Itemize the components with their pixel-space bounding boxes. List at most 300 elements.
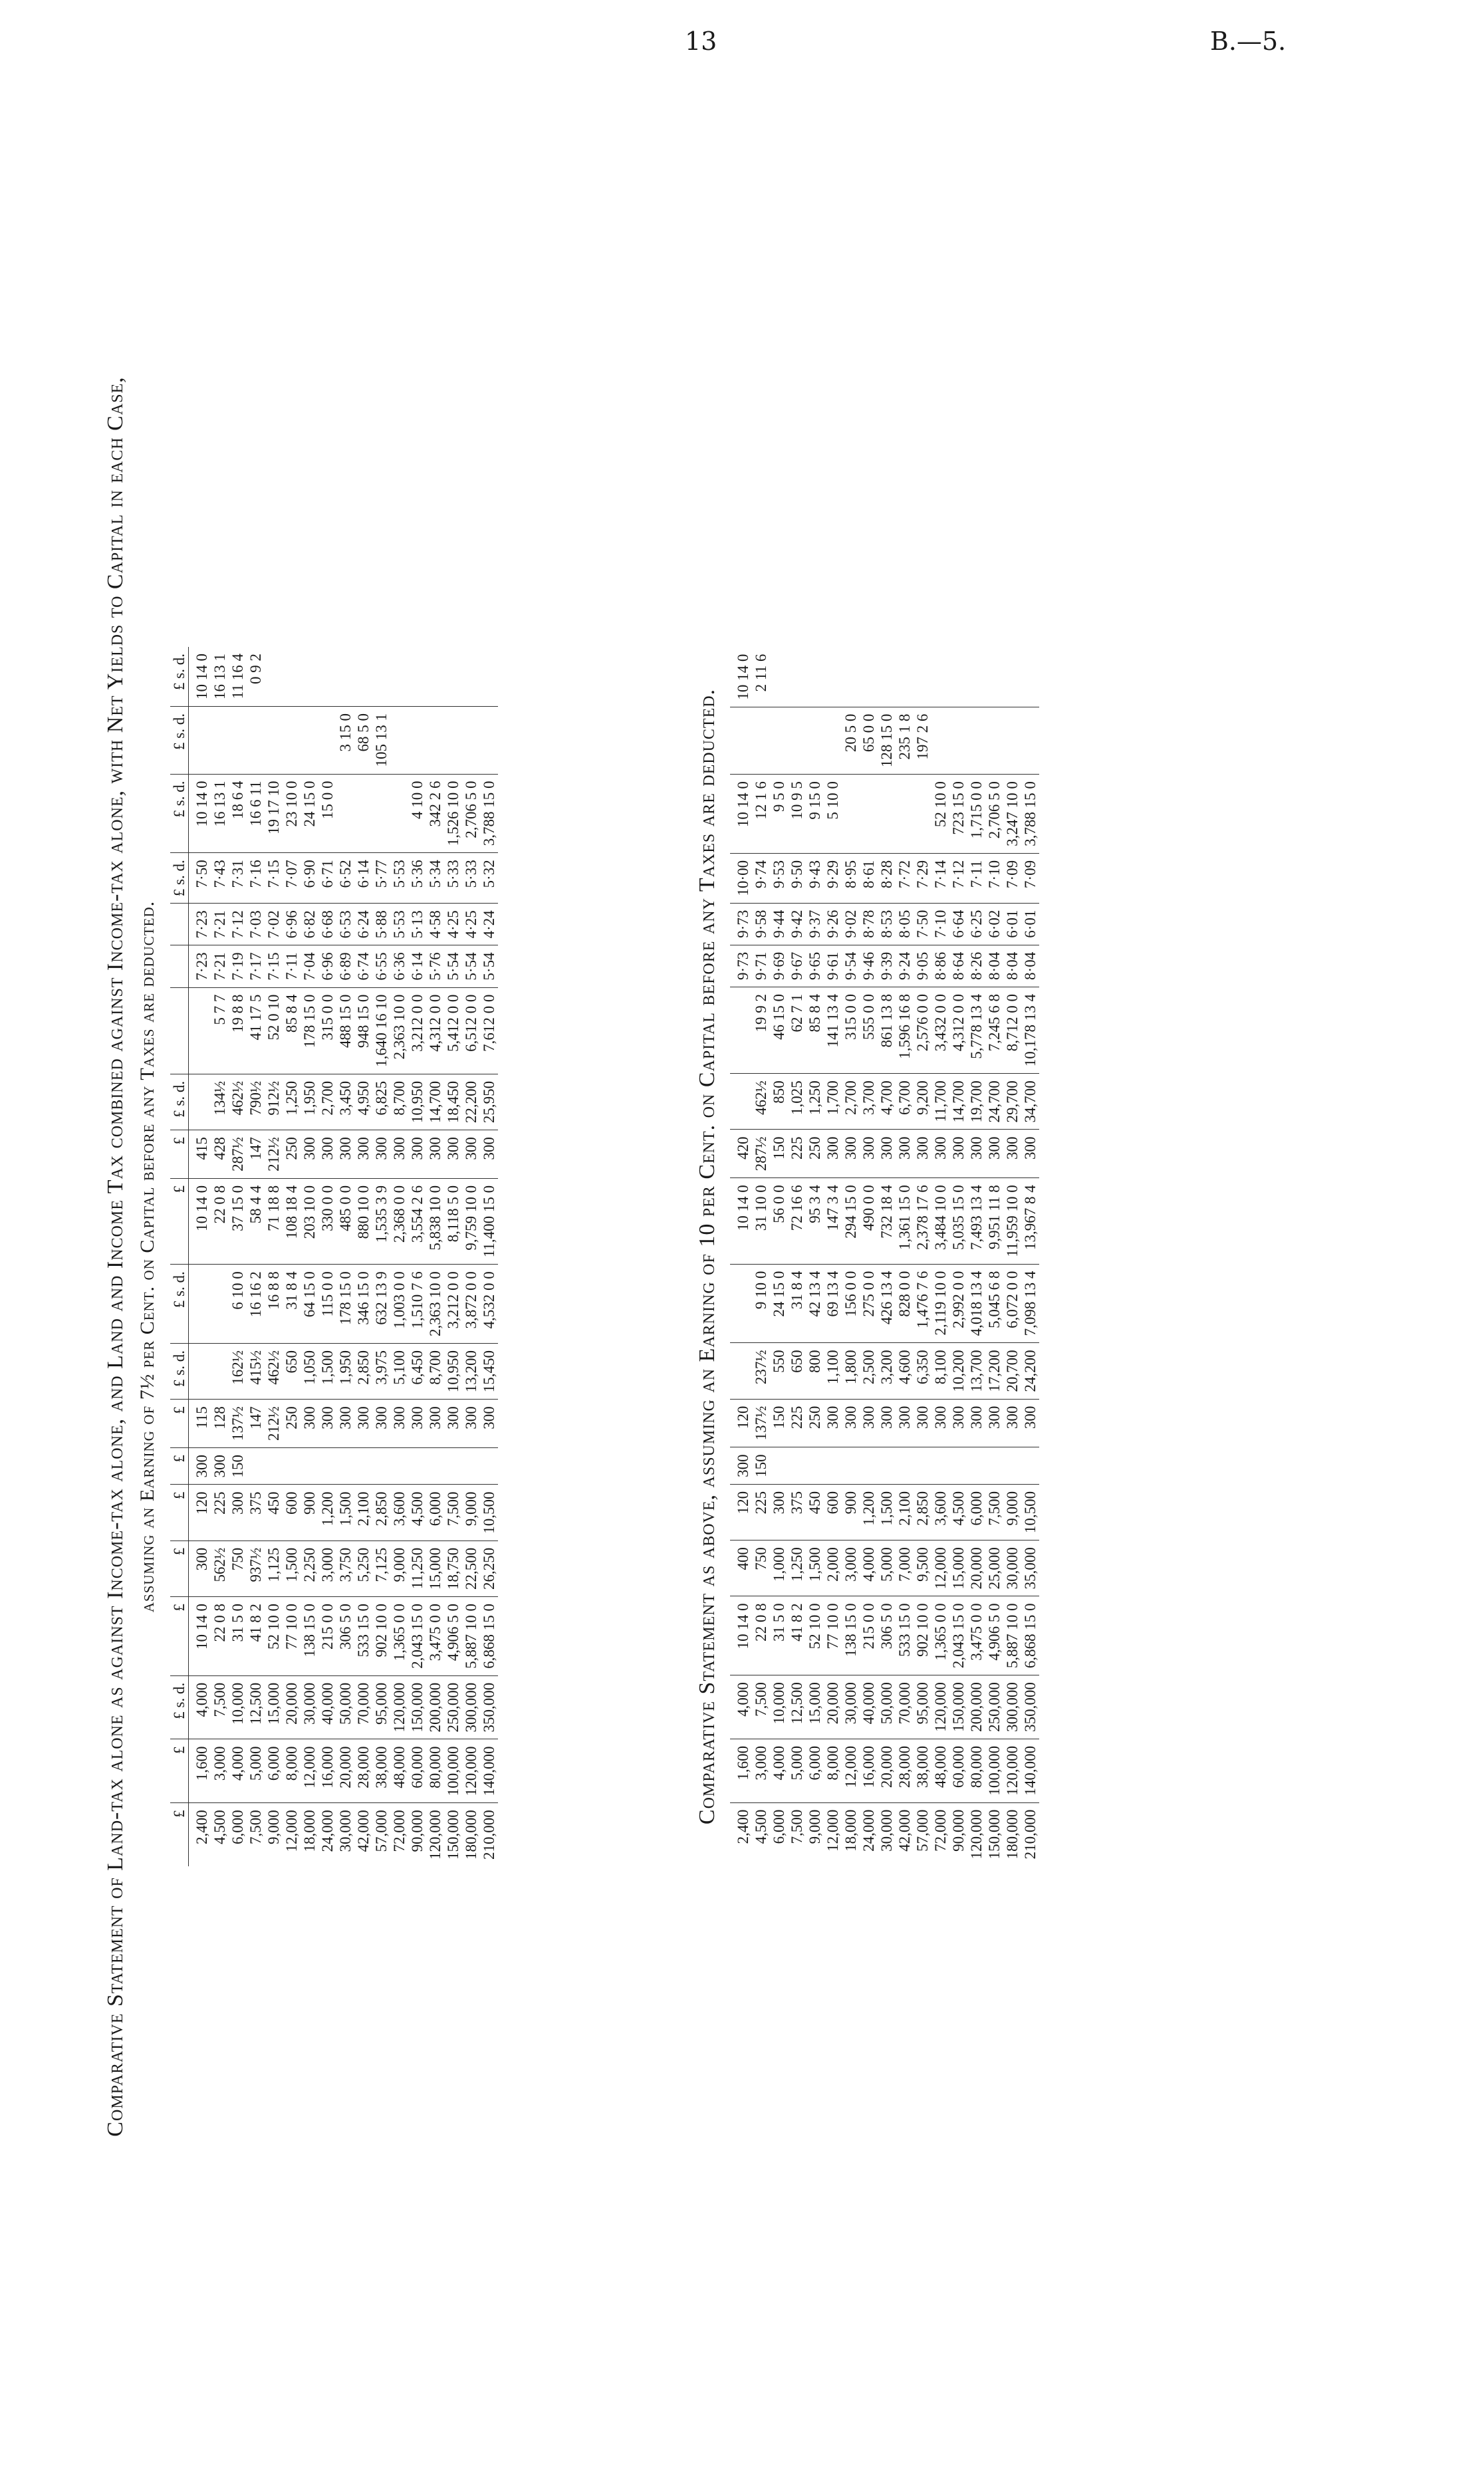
table-cell: 2,368 0 0 — [390, 1178, 408, 1264]
table-cell: 11,250 — [408, 1541, 426, 1596]
table-cell: 30,000 — [301, 1675, 318, 1739]
unit-header-cell: £ — [170, 1130, 189, 1179]
table-cell: 723 15 0 — [949, 775, 967, 854]
table-cell: 7·50 — [914, 903, 931, 945]
table-cell: 48,000 — [390, 1739, 408, 1803]
table-cell: 880 10 0 — [354, 1178, 372, 1264]
table-cell: 18,750 — [444, 1541, 462, 1596]
table-cell: 10 14 0 — [189, 647, 211, 707]
table-cell: 300 — [967, 1399, 985, 1447]
table-cell: 3,872 0 0 — [462, 1265, 480, 1344]
table-cell: 62 7 1 — [788, 987, 806, 1073]
table-cell: 4,000 — [860, 1541, 878, 1596]
table-cell: 7,098 13 4 — [1021, 1264, 1039, 1343]
table-cell: 1,950 — [336, 1343, 354, 1399]
table-cell: 150 — [770, 1130, 788, 1178]
table-cell: 147 — [247, 1130, 265, 1179]
table-cell: 138 15 0 — [842, 1596, 860, 1675]
table-cell: 1,050 — [301, 1343, 318, 1399]
table-cell: 8·04 — [1021, 945, 1039, 987]
table-cell: 10 14 0 — [730, 1596, 752, 1675]
table-cell: 140,000 — [1021, 1739, 1039, 1802]
table-cell — [860, 775, 878, 854]
table-cell: 9·02 — [842, 903, 860, 945]
table-cell: 900 — [842, 1484, 860, 1540]
table-cell: 8·04 — [1003, 945, 1021, 987]
table-cell: 3,000 — [318, 1541, 336, 1596]
table-cell: 7·16 — [247, 853, 265, 904]
statement-table-7-5-percent — [170, 647, 498, 1866]
table-cell: 1,500 — [283, 1541, 301, 1596]
table-cell: 1,950 — [301, 1074, 318, 1130]
table-cell: 5 10 0 — [824, 775, 842, 854]
table-cell: 128 — [211, 1400, 229, 1448]
table-cell: 7·43 — [211, 853, 229, 904]
table-cell: 1,365 0 0 — [390, 1596, 408, 1675]
table-cell: 6·96 — [318, 945, 336, 987]
table-cell: 300 — [189, 1447, 211, 1485]
table-cell: 5·36 — [408, 853, 426, 904]
table-cell — [354, 774, 372, 853]
table-cell: 7,500 — [444, 1485, 462, 1541]
table-cell — [985, 707, 1003, 775]
table-cell: 23 10 0 — [283, 774, 301, 853]
table-cell: 13,700 — [967, 1343, 985, 1399]
table-cell: 250,000 — [444, 1675, 462, 1739]
table-cell: 1,200 — [860, 1484, 878, 1540]
table-cell: 1,250 — [788, 1541, 806, 1596]
table-cell: 7,500 — [247, 1810, 264, 1844]
table-cell: 9·73 — [730, 945, 752, 987]
table-row — [265, 647, 283, 1866]
table-cell: 6·96 — [283, 904, 301, 945]
table-cell: 69 13 4 — [824, 1264, 842, 1343]
table-cell: 3,450 — [336, 1074, 354, 1130]
table-cell: 600 — [824, 1484, 842, 1540]
table-cell: 450 — [806, 1484, 824, 1540]
table-cell: 4,500 — [753, 1809, 769, 1844]
table-cell: 50,000 — [878, 1675, 896, 1739]
table-cell: 18 6 4 — [229, 774, 247, 853]
table-cell: 250 — [283, 1130, 301, 1179]
table-cell: 900 — [301, 1485, 318, 1541]
table-cell: 1,500 — [878, 1484, 896, 1540]
table-cell: 287½ — [752, 1130, 770, 1178]
table-row — [318, 647, 336, 1866]
table-cell: 7·10 — [931, 903, 949, 945]
table-cell: 24 15 0 — [301, 774, 318, 853]
table-cell: 5,250 — [354, 1541, 372, 1596]
table-cell: 20,000 — [824, 1675, 842, 1739]
table-cell: 2,100 — [354, 1485, 372, 1541]
table-cell: 9·42 — [788, 903, 806, 945]
table-cell: 3,000 — [752, 1739, 770, 1802]
table-cell: 6·24 — [354, 904, 372, 945]
table-row — [914, 648, 931, 1866]
table-cell: 4,906 5 0 — [444, 1596, 462, 1675]
table-cell: 6·68 — [318, 904, 336, 945]
table-cell: 85 8 4 — [283, 987, 301, 1074]
table-cell: 8·04 — [985, 945, 1003, 987]
table-cell: 16,000 — [318, 1739, 336, 1803]
table-cell: 300 — [480, 1130, 498, 1179]
table-cell: 2,119 10 0 — [931, 1264, 949, 1343]
table-cell: 12 1 6 — [752, 775, 770, 854]
table-cell: 300 — [336, 1130, 354, 1179]
table-cell — [189, 1074, 211, 1130]
table-cell: 5,100 — [390, 1343, 408, 1399]
table-cell: 225 — [788, 1399, 806, 1447]
table-cell: 5,887 10 0 — [462, 1596, 480, 1675]
table-cell: 9,200 — [914, 1074, 931, 1130]
table-cell: 57,000 — [914, 1809, 931, 1852]
table-cell: 9·73 — [730, 903, 752, 945]
table-cell: 4,500 — [949, 1484, 967, 1540]
table-cell — [806, 707, 824, 775]
table-cell: 10 14 0 — [730, 1178, 752, 1264]
table-cell: 462½ — [752, 1074, 770, 1130]
table-cell: 300 — [824, 1130, 842, 1178]
table-cell: 120,000 — [1003, 1739, 1021, 1802]
table-cell: 9,951 11 8 — [985, 1178, 1003, 1264]
table-cell: 9 10 0 — [752, 1264, 770, 1343]
table-cell — [985, 1447, 1003, 1485]
table-cell: 4,950 — [354, 1074, 372, 1130]
table-row — [247, 647, 265, 1866]
table-cell: 9·24 — [896, 945, 914, 987]
table-cell: 9 5 0 — [770, 775, 788, 854]
table-cell: 342 2 6 — [426, 774, 444, 853]
table-cell: 1,600 — [730, 1739, 752, 1802]
table-cell: 7,125 — [372, 1541, 390, 1596]
table-cell: 1,200 — [318, 1485, 336, 1541]
table-cell: 20,000 — [878, 1739, 896, 1802]
table-cell: 24,200 — [1021, 1343, 1039, 1399]
table-cell: 6·90 — [301, 853, 318, 904]
table-cell: 300 — [444, 1130, 462, 1179]
table-cell: 3,554 2 6 — [408, 1178, 426, 1264]
table-cell: 134½ — [211, 1074, 229, 1130]
table-cell: 120,000 — [931, 1675, 949, 1739]
table-cell: 750 — [229, 1541, 247, 1596]
table-cell: 210,000 — [1022, 1809, 1039, 1860]
table-cell: 6·64 — [949, 903, 967, 945]
table-row — [444, 647, 462, 1866]
table-cell: 1,500 — [318, 1343, 336, 1399]
table-cell: 60,000 — [408, 1739, 426, 1803]
table-cell: 14,700 — [949, 1074, 967, 1130]
table-cell — [931, 1447, 949, 1485]
table-cell: 20 5 0 — [842, 707, 860, 775]
table-cell: 4,018 13 4 — [967, 1264, 985, 1343]
table-cell: 7·09 — [1003, 853, 1021, 903]
table-cell: 7,000 — [896, 1541, 914, 1596]
table-cell: 1,125 — [265, 1541, 283, 1596]
table-cell — [372, 1447, 390, 1485]
table-cell: 8,712 0 0 — [1003, 987, 1021, 1073]
table-cell: 9·39 — [878, 945, 896, 987]
table-cell: 90,000 — [409, 1810, 426, 1852]
table-cell: 287½ — [229, 1130, 247, 1179]
table-cell: 6·52 — [336, 853, 354, 904]
table-cell — [1003, 707, 1021, 775]
table-cell — [788, 1447, 806, 1485]
table-row — [967, 648, 985, 1866]
table-cell: 8,100 — [931, 1343, 949, 1399]
table-cell: 5·34 — [426, 853, 444, 904]
table-cell: 46 15 0 — [770, 987, 788, 1073]
table-cell: 37 15 0 — [229, 1178, 247, 1264]
table-cell: 200,000 — [967, 1675, 985, 1739]
table-cell — [896, 648, 914, 707]
table-cell — [211, 1343, 229, 1399]
table-cell — [480, 1447, 498, 1485]
table-cell: 9,000 — [462, 1485, 480, 1541]
table-cell — [211, 707, 229, 775]
table-cell: 2,363 10 0 — [426, 1265, 444, 1344]
table-cell — [390, 1447, 408, 1485]
table-cell: 203 10 0 — [301, 1178, 318, 1264]
table-cell: 12,000 — [931, 1541, 949, 1596]
table-cell: 426 13 4 — [878, 1264, 896, 1343]
table-cell: 147 3 4 — [824, 1178, 842, 1264]
table-cell: 24 15 0 — [770, 1264, 788, 1343]
table-cell: 8·05 — [896, 903, 914, 945]
table-cell: 300 — [301, 1130, 318, 1179]
table-cell: 38,000 — [914, 1739, 931, 1802]
table-cell: 5,035 15 0 — [949, 1178, 967, 1264]
table-cell: 95 3 4 — [806, 1178, 824, 1264]
table-cell: 38,000 — [372, 1739, 390, 1803]
table-cell — [444, 1447, 462, 1485]
table-cell: 11,400 15 0 — [480, 1178, 498, 1264]
table-cell: 5·53 — [390, 853, 408, 904]
table-cell — [211, 1265, 229, 1344]
table-cell — [247, 1447, 265, 1485]
table-cell: 300 — [211, 1447, 229, 1485]
table-cell — [354, 1447, 372, 1485]
table-cell: 8,000 — [824, 1739, 842, 1802]
table-cell: 1,715 0 0 — [967, 775, 985, 854]
table-cell — [806, 1447, 824, 1485]
table-cell: 3,600 — [931, 1484, 949, 1540]
table-cell — [189, 1265, 211, 1344]
table-cell — [462, 647, 480, 707]
table-cell: 420 — [730, 1130, 752, 1178]
table-row — [189, 647, 211, 1866]
table-cell — [189, 1343, 211, 1399]
table-cell: 15,000 — [265, 1675, 283, 1739]
table-cell — [878, 775, 896, 854]
table-cell: 632 13 9 — [372, 1265, 390, 1344]
table-cell: 16 8 8 — [265, 1265, 283, 1344]
table-cell: 31 10 0 — [752, 1178, 770, 1264]
table-cell: 178 15 0 — [336, 1265, 354, 1344]
table-cell: 650 — [788, 1343, 806, 1399]
table-cell — [788, 707, 806, 775]
table-cell: 4·25 — [462, 904, 480, 945]
table-cell: 41 8 2 — [788, 1596, 806, 1675]
table-cell: 294 15 0 — [842, 1178, 860, 1264]
table-cell: 235 1 8 — [896, 707, 914, 775]
table-cell: 300 — [301, 1400, 318, 1448]
table-cell: 31 8 4 — [788, 1264, 806, 1343]
table-cell: 31 8 4 — [283, 1265, 301, 1344]
table-cell: 150,000 — [408, 1675, 426, 1739]
table-cell: 828 0 0 — [896, 1264, 914, 1343]
table-cell: 8·28 — [878, 853, 896, 903]
table-cell: 3 15 0 — [336, 707, 354, 775]
table-cell: 2,850 — [372, 1485, 390, 1541]
table-cell: 1,500 — [806, 1541, 824, 1596]
table-cell: 22 0 8 — [211, 1178, 229, 1264]
table-cell: 28,000 — [354, 1739, 372, 1803]
table-cell: 7,493 13 4 — [967, 1178, 985, 1264]
table-cell: 147 — [247, 1400, 265, 1448]
table-cell — [318, 647, 336, 707]
table-cell: 5·88 — [372, 904, 390, 945]
table-row — [878, 648, 896, 1866]
table-cell: 1,510 7 6 — [408, 1265, 426, 1344]
table-cell: 1,535 3 9 — [372, 1178, 390, 1264]
unit-header-cell: £ — [170, 1739, 189, 1803]
table-row — [283, 647, 301, 1866]
table-cell: 4,906 5 0 — [985, 1596, 1003, 1675]
table-cell: 6,350 — [914, 1343, 931, 1399]
table-cell: 732 18 4 — [878, 1178, 896, 1264]
table-cell: 41 17 5 — [247, 987, 265, 1074]
table-cell: 300 — [189, 1541, 211, 1596]
table-cell: 42 13 4 — [806, 1264, 824, 1343]
table-cell — [265, 707, 283, 775]
table-cell: 7·07 — [283, 853, 301, 904]
table-cell — [1003, 1447, 1021, 1485]
table-cell: 13,967 8 4 — [1021, 1178, 1039, 1264]
table-cell: 10,950 — [444, 1343, 462, 1399]
table-cell: 3,788 15 0 — [480, 774, 498, 853]
table-cell: 1,600 — [189, 1739, 211, 1803]
table-cell: 350,000 — [1021, 1675, 1039, 1739]
table-cell: 24,000 — [319, 1810, 336, 1852]
table-cell: 300 — [730, 1447, 752, 1485]
table-cell: 11 16 4 — [229, 647, 247, 707]
table-cell — [1021, 1447, 1039, 1485]
table-cell: 1,596 16 8 — [896, 987, 914, 1073]
table-cell: 2,400 — [193, 1810, 210, 1844]
table-cell: 10,178 13 4 — [1021, 987, 1039, 1073]
table-cell: 1,000 — [770, 1541, 788, 1596]
table-cell: 250 — [806, 1399, 824, 1447]
table-row — [301, 647, 318, 1866]
table-cell: 5,000 — [878, 1541, 896, 1596]
table-cell: 2,100 — [896, 1484, 914, 1540]
table-cell: 42,000 — [896, 1809, 913, 1852]
table-cell: 300 — [985, 1130, 1003, 1178]
table-cell: 80,000 — [967, 1739, 985, 1802]
table-cell — [914, 1447, 931, 1485]
table-cell: 141 13 4 — [824, 987, 842, 1073]
statement-block-7-5-percent — [100, 93, 498, 2420]
table-cell: 9,000 — [265, 1810, 282, 1844]
table-cell: 20,000 — [283, 1675, 301, 1739]
table-cell: 562½ — [211, 1541, 229, 1596]
table-cell: 0 9 2 — [247, 647, 265, 707]
table-cell: 462½ — [229, 1074, 247, 1130]
table-cell: 4,600 — [896, 1343, 914, 1399]
table-cell: 7·72 — [896, 853, 914, 903]
table-cell: 315 0 0 — [318, 987, 336, 1074]
table-cell: 9·43 — [806, 853, 824, 903]
table-cell: 19,700 — [967, 1074, 985, 1130]
table-cell: 300 — [372, 1130, 390, 1179]
table-cell: 300 — [1021, 1399, 1039, 1447]
table-cell: 9,500 — [914, 1541, 931, 1596]
table-cell — [265, 647, 283, 707]
table-cell: 300 — [354, 1130, 372, 1179]
table-cell: 2,250 — [301, 1541, 318, 1596]
table-cell: 3,475 0 0 — [967, 1596, 985, 1675]
table-cell: 7·50 — [189, 853, 211, 904]
table-cell: 6·82 — [301, 904, 318, 945]
table-cell: 2,850 — [354, 1343, 372, 1399]
table-cell: 150,000 — [986, 1809, 1003, 1860]
table-cell: 1,025 — [788, 1074, 806, 1130]
table-cell: 300 — [878, 1399, 896, 1447]
table-cell: 16 13 1 — [211, 774, 229, 853]
table-cell: 300 — [860, 1399, 878, 1447]
unit-header-cell: £ — [170, 1400, 189, 1448]
page-number: 13 — [685, 27, 717, 56]
table-cell: 8·61 — [860, 853, 878, 903]
table-cell: 1,100 — [824, 1343, 842, 1399]
table-cell — [730, 1264, 752, 1343]
table-cell: 300 — [878, 1130, 896, 1178]
table-cell: 3,432 0 0 — [931, 987, 949, 1073]
table-cell: 180,000 — [1004, 1809, 1021, 1860]
table-cell: 6,000 — [426, 1485, 444, 1541]
table-row — [949, 648, 967, 1866]
table-cell: 16,000 — [860, 1739, 878, 1802]
table-cell: 15 0 0 — [318, 774, 336, 853]
table-cell: 10,200 — [949, 1343, 967, 1399]
table-cell: 650 — [283, 1343, 301, 1399]
table-cell: 300 — [1003, 1130, 1021, 1178]
table-cell — [390, 774, 408, 853]
table-cell: 4 10 0 — [408, 774, 426, 853]
table-cell: 300 — [931, 1130, 949, 1178]
table-cell — [752, 707, 770, 775]
table-cell — [770, 707, 788, 775]
table-row — [1021, 648, 1039, 1866]
table-cell: 178 15 0 — [301, 987, 318, 1074]
table-cell: 15,000 — [806, 1675, 824, 1739]
table-cell: 5,412 0 0 — [444, 987, 462, 1074]
table-cell: 7,612 0 0 — [480, 987, 498, 1074]
table-cell: 115 — [189, 1400, 211, 1448]
table-cell: 16 13 1 — [211, 647, 229, 707]
table-cell: 300 — [229, 1485, 247, 1541]
table-cell: 346 15 0 — [354, 1265, 372, 1344]
table-cell: 1,003 0 0 — [390, 1265, 408, 1344]
table-cell: 2,700 — [842, 1074, 860, 1130]
table-cell: 3,975 — [372, 1343, 390, 1399]
unit-header-cell — [170, 945, 189, 987]
table-cell: 52 10 0 — [265, 1596, 283, 1675]
table-cell: 450 — [265, 1485, 283, 1541]
table-cell: 600 — [283, 1485, 301, 1541]
table-cell: 12,000 — [824, 1809, 841, 1852]
table-cell: 3,700 — [860, 1074, 878, 1130]
